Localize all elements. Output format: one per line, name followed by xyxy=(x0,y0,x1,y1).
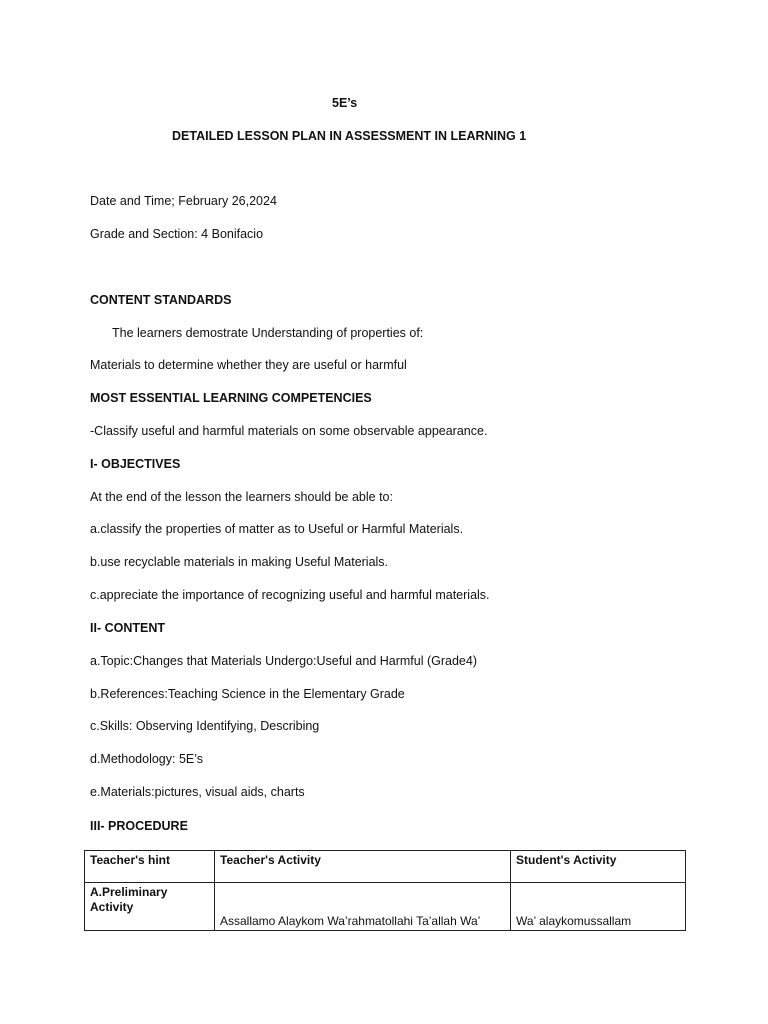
objectives-intro: At the end of the lesson the learners should be able to: xyxy=(90,490,393,504)
objective-item: a.classify the properties of matter as to Useful or Harmful Materials. xyxy=(90,522,464,536)
column-header-teachers-activity: Teacher's Activity xyxy=(215,851,511,883)
table-header-row xyxy=(85,851,686,883)
document-title: DETAILED LESSON PLAN IN ASSESSMENT IN LEARNING 1 xyxy=(172,129,527,143)
content-item: b.References:Teaching Science in the Elementary Grade xyxy=(90,687,405,701)
content-standards-line-2: Materials to determine whether they are useful or harmful xyxy=(90,358,407,372)
objective-item: c.appreciate the importance of recognizing useful and harmful materials. xyxy=(90,588,490,602)
content-item: a.Topic:Changes that Materials Undergo:Useful and Harmful (Grade4) xyxy=(90,654,477,668)
objectives-heading: I- OBJECTIVES xyxy=(90,457,181,471)
competencies-heading: MOST ESSENTIAL LEARNING COMPETENCIES xyxy=(90,391,372,405)
teachers-activity-text: Assallamo Alaykom Wa’rahmatollahi Ta’allah Wa’ xyxy=(220,914,481,928)
column-header-students-activity: Student's Activity xyxy=(511,851,686,883)
objective-item: b.use recyclable materials in making Useful Materials. xyxy=(90,555,389,569)
cell-teachers-activity xyxy=(215,883,511,931)
content-standards-line-1: The learners demostrate Understanding of properties of: xyxy=(112,326,424,340)
procedure-heading: III- PROCEDURE xyxy=(90,819,188,833)
procedure-table xyxy=(84,850,686,931)
grade-section: Grade and Section: 4 Bonifacio xyxy=(90,227,264,241)
content-standards-heading: CONTENT STANDARDS xyxy=(90,293,232,307)
cell-teachers-hint: A.Preliminary Activity xyxy=(85,883,215,931)
table-row xyxy=(85,883,686,931)
date-time: Date and Time; February 26,2024 xyxy=(90,194,277,208)
content-item: d.Methodology: 5E’s xyxy=(90,752,204,766)
column-header-teachers-hint: Teacher's hint xyxy=(85,851,215,883)
content-heading: II- CONTENT xyxy=(90,621,165,635)
students-activity-text: Wa’ alaykomussallam xyxy=(516,914,632,928)
competency-item: -Classify useful and harmful materials on some observable appearance. xyxy=(90,424,488,438)
header-5es: 5E’s xyxy=(332,96,358,110)
content-item: e.Materials:pictures, visual aids, charts xyxy=(90,785,305,799)
content-item: c.Skills: Observing Identifying, Describing xyxy=(90,719,320,733)
cell-students-activity xyxy=(511,883,686,931)
